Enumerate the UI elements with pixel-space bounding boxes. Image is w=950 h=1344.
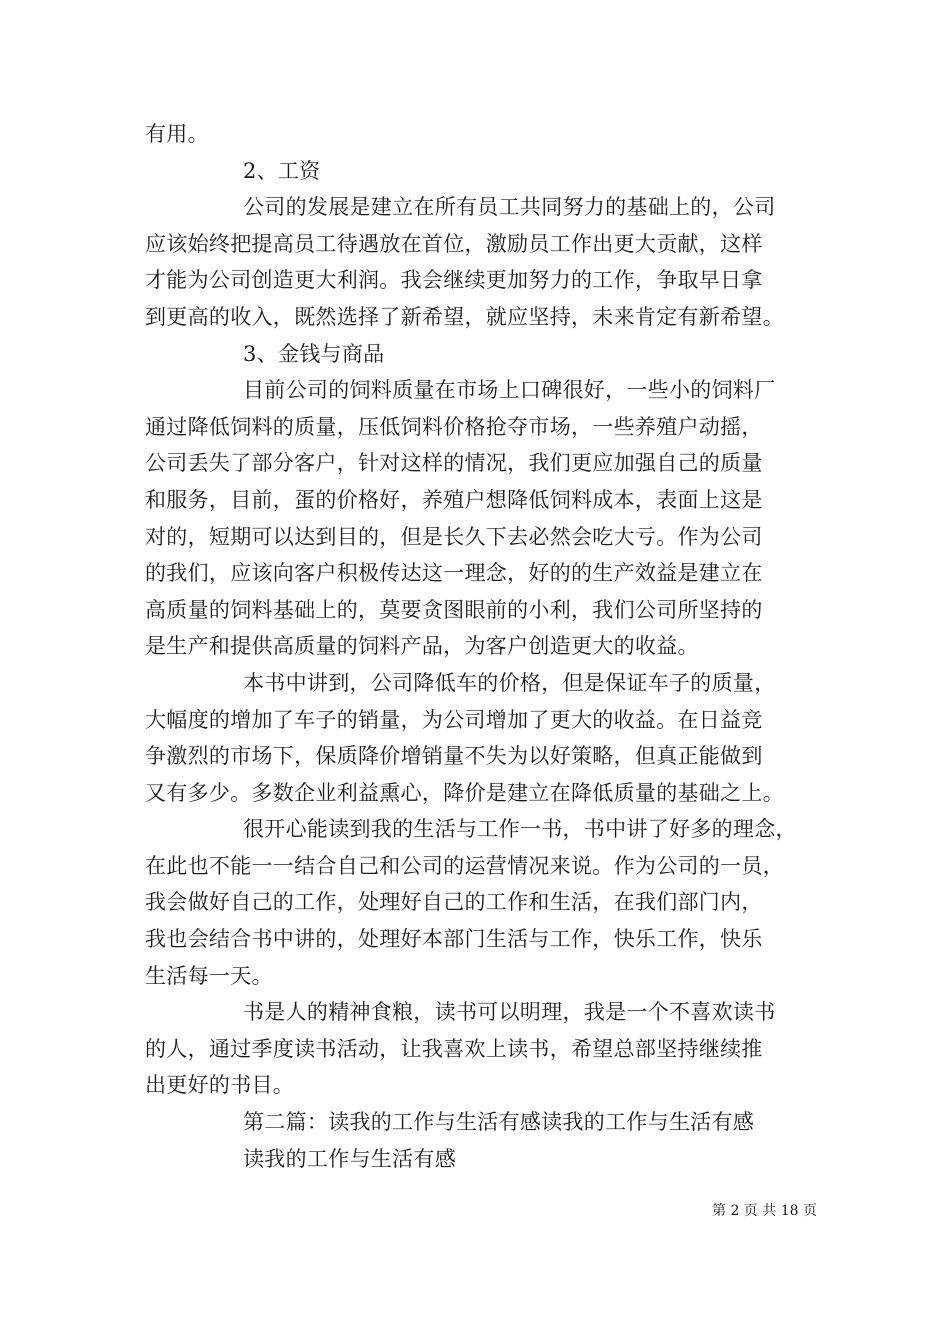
text-line: 高质量的饲料基础上的，莫要贪图眼前的小利，我们公司所坚持的 [145,597,763,622]
text-line: 和服务，目前，蛋的价格好，养殖户想降低饲料成本，表面上这是 [145,487,763,512]
text-line: 又有多少。多数企业利益熏心，降价是建立在降低质量的基础之上。 [145,780,784,805]
text-line: 通过降低饲料的质量，压低饲料价格抢夺市场，一些养殖户动摇， [145,414,763,439]
text-line: 才能为公司创造更大利润。我会继续更加努力的工作，争取早日拿 [145,268,763,293]
text-line: 读我的工作与生活有感 [243,1146,456,1171]
text-line: 出更好的书目。 [145,1073,295,1098]
text-line: 生活每一天。 [145,963,273,988]
text-line: 2、工资 [243,158,321,183]
page-footer: 第 2 页 共 18 页 [712,1203,817,1219]
text-line: 很开心能读到我的生活与工作一书，书中讲了好多的理念， [243,817,797,842]
text-line: 我也会结合书中讲的，处理好本部门生活与工作，快乐工作，快乐 [145,927,763,952]
text-line: 争激烈的市场下，保质降价增销量不失为以好策略，但真正能做到 [145,744,763,769]
document-body [145,116,810,1177]
text-line: 的我们，应该向客户积极传达这一理念，好的的生产效益是建立在 [145,561,763,586]
text-line: 到更高的收入，既然选择了新希望，就应坚持，未来肯定有新希望。 [145,304,784,329]
text-line: 的人，通过季度读书活动，让我喜欢上读书，希望总部坚持继续推 [145,1036,763,1061]
text-line: 公司丢失了部分客户，针对这样的情况，我们更应加强自己的质量 [145,451,763,476]
text-line: 对的，短期可以达到目的，但是长久下去必然会吃大亏。作为公司 [145,524,763,549]
text-line: 有用。 [145,122,209,146]
text-line: 本书中讲到，公司降低车的价格，但是保证车子的质量， [243,670,776,695]
text-line: 是生产和提供高质量的饲料产品，为客户创造更大的收益。 [145,634,699,659]
text-line: 我会做好自己的工作，处理好自己的工作和生活，在我们部门内， [145,890,763,915]
text-line: 书是人的精神食粮，读书可以明理，我是一个不喜欢读书 [243,1000,776,1025]
text-line: 在此也不能一一结合自己和公司的运营情况来说。作为公司的一员， [145,853,784,878]
text-line: 3、金钱与商品 [243,341,385,366]
text-line: 目前公司的饲料质量在市场上口碑很好，一些小的饲料厂 [243,378,776,403]
text-line: 应该始终把提高员工待遇放在首位，激励员工作出更大贡献，这样 [145,231,763,256]
text-line: 公司的发展是建立在所有员工共同努力的基础上的，公司 [243,195,776,220]
text-line: 第二篇：读我的工作与生活有感读我的工作与生活有感 [243,1110,755,1135]
text-line: 大幅度的增加了车子的销量，为公司增加了更大的收益。在日益竞 [145,707,763,732]
